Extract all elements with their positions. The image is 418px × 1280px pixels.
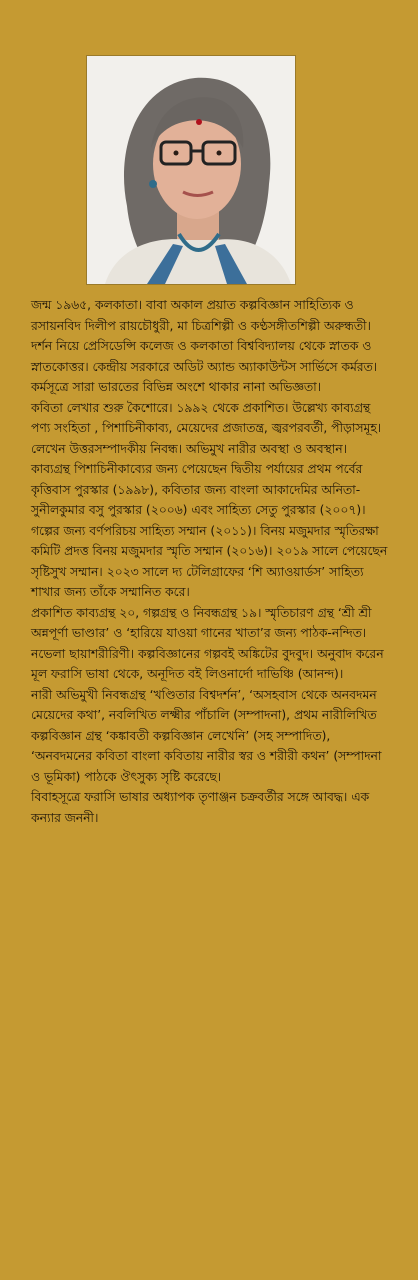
bio-paragraph-essays: নারী অভিমুখী নিবন্ধগ্রন্থ ‘খণ্ডিতার বিশ্বদর্শন’, ‘অসহবাস থেকে অনবদমন মেয়েদের কথা’, নবলিখিত লক্ষ্মীর পাঁচালি (সম্পাদনা), প্রথম নারীলিখিত কল্পবিজ্ঞান গ্রন্থ ‘কঙ্কাবতী কল্পবিজ্ঞান লেখেনি’ (সহ সম্পাদিত), ‘অনবদমনের কবিতা বাংলা কবিতায় নারীর স্বর ও শরীরী কথন’ (সম্পাদনা ও ভূমিকা) পাঠকে ঔৎসুক্য সৃষ্টি করেছে। <box>31 687 382 784</box>
author-photo <box>86 55 296 285</box>
biography-text <box>31 295 391 828</box>
portrait-image <box>87 56 295 284</box>
bio-paragraph-poetry: কবিতা লেখার শুরু কৈশোরে। ১৯৯২ থেকে প্রকাশিত। উল্লেখ্য কাব্যগ্রন্থ পণ্য সংহিতা , পিশাচিনীকাব্য, মেয়েদের প্রজাতন্ত্র, জ্বরপরবর্তী, পীড়াসমূহ। লেখেন উত্তরসম্পাদকীয় নিবন্ধ। অভিমুখ নারীর অবস্থা ও অবস্থান। <box>31 400 382 456</box>
bio-paragraph-birth: জন্ম ১৯৬৫, কলকাতা। বাবা অকাল প্রয়াত কল্পবিজ্ঞান সাহিত্যিক ও রসায়নবিদ দিলীপ রায়চৌধুরী, মা চিত্রশিল্পী ও কণ্ঠসঙ্গীতশিল্পী অরুন্ধতী। <box>31 298 371 333</box>
bio-paragraph-publications: প্রকাশিত কাব্যগ্রন্থ ২০, গল্পগ্রন্থ ও নিবন্ধগ্রন্থ ১৯। স্মৃতিচারণ গ্রন্থ ‘শ্রী শ্রী অন্নপূর্ণা ভাণ্ডার’ ও ‘হারিয়ে যাওয়া গানের খাতা’র জন্য পাঠক-নন্দিত। নভেলা ছায়াশরীরিণী। কল্পবিজ্ঞানের গল্পবই অঙ্কিটের বুদবুদ। অনুবাদ করেন মূল ফরাসি ভাষা থেকে, অনূদিত বই লিওনার্দো দাভিঞ্চি (আনন্দ)। <box>31 605 384 681</box>
bio-paragraph-awards: কাব্যগ্রন্থ পিশাচিনীকাব্যের জন্য পেয়েছেন দ্বিতীয় পর্যায়ের প্রথম পর্বের কৃত্তিবাস পুরস্কার (১৯৯৮), কবিতার জন্য বাংলা আকাদেমির অনিতা-সুনীলকুমার বসু পুরস্কার (২০০৬) এবং সাহিত্য সেতু পুরস্কার (২০০৭)। গল্পের জন্য বর্ণপরিচয় সাহিত্য সম্মান (২০১১)। বিনয় মজুমদার স্মৃতিরক্ষা কমিটি প্রদত্ত বিনয় মজুমদার স্মৃতি সম্মান (২০১৬)। ২০১৯ সালে পেয়েছেন সৃষ্টিসুখ সম্মান। ২০২৩ সালে দ্য টেলিগ্রাফের ‘শি অ্যাওয়ার্ডস’ সাহিত্য শাখার জন্য তাঁকে সম্মানিত করে। <box>31 462 388 599</box>
bio-paragraph-family: বিবাহসূত্রে ফরাসি ভাষার অধ্যাপক তৃণাঞ্জন চক্রবর্তীর সঙ্গে আবদ্ধ। এক কন্যার জননী। <box>31 790 370 825</box>
bio-paragraph-education: দর্শন নিয়ে প্রেসিডেন্সি কলেজ ও কলকাতা বিশ্ববিদ্যালয় থেকে স্নাতক ও স্নাতকোত্তর। কেন্দ্রীয় সরকারে অডিট অ্যান্ড অ্যাকাউন্টস সার্ভিসে কর্মরত। কর্মসূত্রে সারা ভারতের বিভিন্ন অংশে থাকার নানা অভিজ্ঞতা। <box>31 339 378 394</box>
